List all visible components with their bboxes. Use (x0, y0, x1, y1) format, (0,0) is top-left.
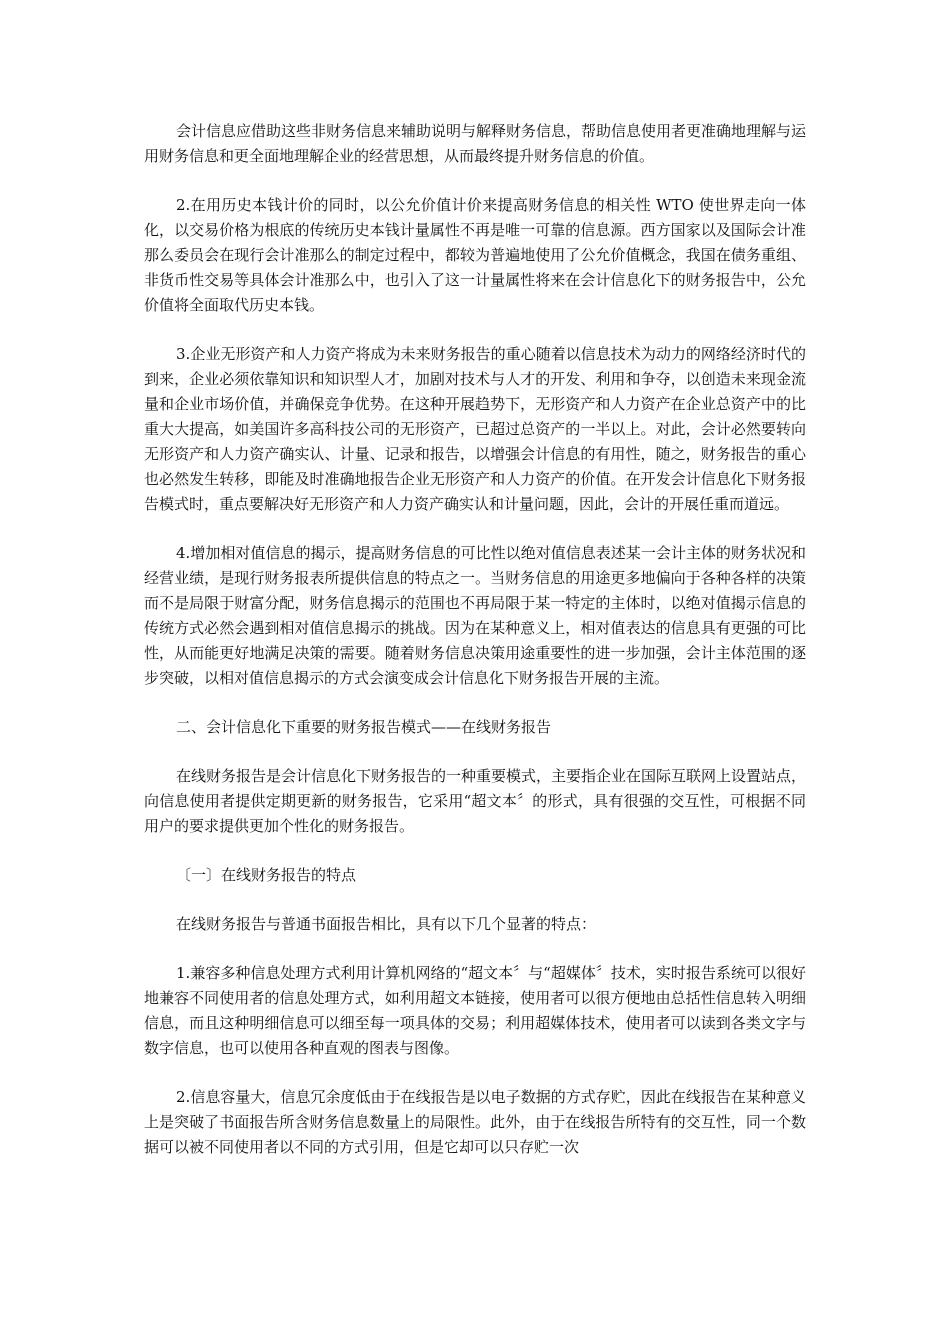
paragraph-point-4: 4.增加相对值信息的揭示，提高财务信息的可比性以绝对值信息表述某一会计主体的财务状况和经营业绩，是现行财务报表所提供信息的特点之一。当财务信息的用途更多地偏向于各种各样的决策而不是局限于财富分配，财务信息揭示的范围也不再局限于某一特定的主体时，以绝对值揭示信息的传统方式必然会遇到相对值信息揭示的挑战。因为在某种意义上，相对值表达的信息具有更强的可比性，从而能更好地满足决策的需要。随着财务信息决策用途重要性的进一步加强，会计主体范围的逐步突破，以相对值信息揭示的方式会演变成会计信息化下财务报告开展的主流。 (144, 544, 806, 687)
paragraph-point-2: 2.在用历史本钱计价的同时，以公允价值计价来提高财务信息的相关性 WTO 使世界走向一体化，以交易价格为根底的传统历史本钱计量属性不再是唯一可靠的信息源。西方国家以及国际会计准那么委员会在现行会计准那么的制定过程中，都较为普遍地使用了公允价值概念，我国在债务重组、非货币性交易等具体会计准那么中，也引入了这一计量属性将来在会计信息化下的财务报告中，公允价值将全面取代历史本钱。 (144, 196, 806, 314)
paragraph-feature-2: 2.信息容量大，信息冗余度低由于在线报告是以电子数据的方式存贮，因此在线报告在某种意义上是突破了书面报告所含财务信息数量上的局限性。此外，由于在线报告所特有的交互性，同一个数据可以被不同使用者以不同的方式引用，但是它却可以只存贮一次 (144, 1088, 806, 1156)
paragraph-feature-1: 1.兼容多种信息处理方式利用计算机网络的“超文本〞与“超媒体〞技术，实时报告系统可以很好地兼容不同使用者的信息处理方式，如利用超文本链接，使用者可以很方便地由总括性信息转入明细信息，而且这种明细信息可以细至每一项具体的交易；利用超媒体技术，使用者可以读到各类文字与数字信息，也可以使用各种直观的图表与图像。 (144, 964, 806, 1057)
paragraph-point-3: 3.企业无形资产和人力资产将成为未来财务报告的重心随着以信息技术为动力的网络经济时代的到来，企业必须依靠知识和知识型人才，加剧对技术与人才的开发、利用和争夺，以创造未来现金流量和企业市场价值，并确保竞争优势。在这种开展趋势下，无形资产和人力资产在企业总资产中的比重大大提高，如美国许多高科技公司的无形资产，已超过总资产的一半以上。对此，会计必然要转向无形资产和人力资产确实认、计量、记录和报告，以增强会计信息的有用性，随之，财务报告的重心也必然发生转移，即能及时准确地报告企业无形资产和人力资产的价值。在开发会计信息化下财务报告模式时，重点要解决好无形资产和人力资产确实认和计量问题，因此，会计的开展任重而道远。 (144, 345, 806, 513)
paragraph-intro: 会计信息应借助这些非财务信息来辅助说明与解释财务信息，帮助信息使用者更准确地理解与运用财务信息和更全面地理解企业的经营思想，从而最终提升财务信息的价值。 (144, 122, 807, 165)
document-body (144, 119, 806, 1184)
subsection-heading-features: 〔一〕在线财务报告的特点 (176, 866, 357, 884)
paragraph-features-intro: 在线财务报告与普通书面报告相比，具有以下几个显著的特点： (176, 915, 597, 933)
section-heading-2: 二、会计信息化下重要的财务报告模式——在线财务报告 (176, 718, 552, 736)
paragraph-online-report-definition: 在线财务报告是会计信息化下财务报告的一种重要模式，主要指企业在国际互联网上设置站点，向信息使用者提供定期更新的财务报告，它采用“超文本〞的形式，具有很强的交互性，可根据不同用户的要求提供更加个性化的财务报告。 (144, 767, 807, 835)
